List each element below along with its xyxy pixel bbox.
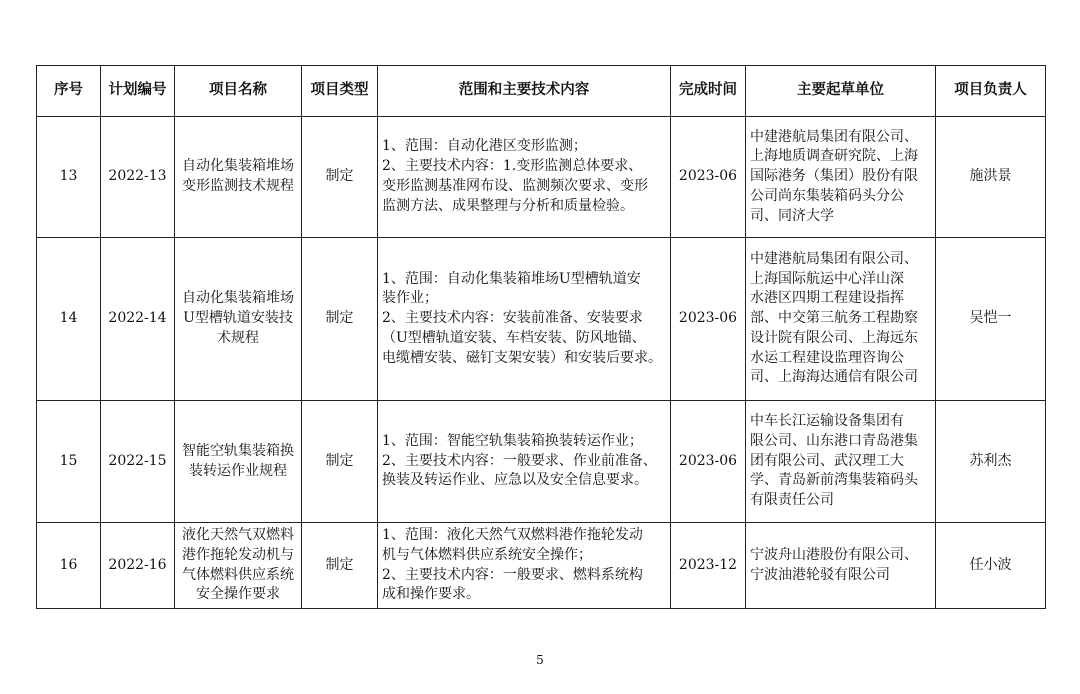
unit-line: 学、青岛新前湾集装箱码头 [750,472,918,489]
scope-line: 2、主要技术内容：安装前准备、安装要求 [382,310,643,327]
header-completion-date: 完成时间 [671,66,746,117]
row-drafting-units [746,523,936,609]
row-no: 13 [37,117,101,238]
row-completion-date: 2023-06 [671,238,746,401]
unit-line: 上海国际航运中心洋山深 [750,270,904,287]
row-project-lead: 施洪景 [936,117,1046,238]
row-drafting-units [746,117,936,238]
row-project-type: 制定 [302,523,378,609]
name-line: U型槽轨道安装技 [183,310,293,327]
unit-line: 部、中交第三航务工程勘察 [750,310,918,327]
unit-line: 中车长江运输设备集团有 [750,413,904,429]
unit-line: 中建港航局集团有限公司、 [750,250,918,267]
name-line: 安全操作要求 [196,586,280,603]
row-project-name [175,238,302,401]
table-row [37,117,1046,238]
scope-line: 装作业； [382,290,438,307]
unit-line: 中建港航局集团有限公司、 [750,128,918,145]
name-line: 术规程 [217,329,259,346]
row-no: 15 [37,401,101,523]
name-line: 自动化集装箱堆场 [182,290,294,307]
unit-line: 有限责任公司 [750,492,834,509]
row-project-name [175,523,302,609]
unit-line: 国际港务（集团）股份有限 [750,168,918,185]
scope-line: 监测方法、成果整理与分析和质量检验。 [382,197,634,214]
scope-line: 1、范围：自动化集装箱堆场U型槽轨道安 [382,270,641,287]
name-line: 气体燃料供应系统 [182,566,294,583]
row-completion-date: 2023-06 [671,401,746,523]
scope-line: 机与气体燃料供应系统安全操作； [382,546,592,563]
row-drafting-units [746,401,936,523]
row-completion-date: 2023-12 [671,523,746,609]
row-plan-id: 2022-15 [101,401,175,523]
scope-line: 1、范围：智能空轨集装箱换装转运作业； [382,432,643,449]
row-project-lead: 吴恺一 [936,238,1046,401]
scope-line: 换装及转运作业、应急以及安全信息要求。 [382,472,648,489]
row-scope [378,401,671,523]
table-row [37,401,1046,523]
row-project-name [175,401,302,523]
scope-line: 2、主要技术内容：一般要求、作业前准备、 [382,452,657,469]
scope-line: 1、范围：自动化港区变形监测； [382,138,587,155]
name-line: 变形监测技术规程 [182,178,294,194]
header-project-type: 项目类型 [302,66,378,117]
unit-line: 水运工程建设监理咨询公 [750,349,904,366]
row-scope [378,238,671,401]
header-plan-id: 计划编号 [101,66,175,117]
row-project-lead: 苏利杰 [936,401,1046,523]
unit-line: 设计院有限公司、上海远东 [750,329,918,346]
header-drafting-units: 主要起草单位 [746,66,936,117]
unit-line: 团有限公司、武汉理工大 [750,452,904,469]
row-project-type: 制定 [302,238,378,401]
row-project-name [175,117,302,238]
row-completion-date: 2023-06 [671,117,746,238]
row-no: 16 [37,523,101,609]
scope-line: 2、主要技术内容：1.变形监测总体要求、 [382,158,643,175]
unit-line: 限公司、山东港口青岛港集 [750,432,918,449]
row-plan-id: 2022-14 [101,238,175,401]
row-no: 14 [37,238,101,401]
scope-line: 变形监测基准网布设、监测频次要求、变形 [382,178,648,194]
scope-line: 1、范围：液化天然气双燃料港作拖轮发动 [382,526,643,543]
unit-line: 上海地质调查研究院、上海 [750,148,918,165]
row-plan-id: 2022-13 [101,117,175,238]
scope-line: 电缆槽安装、磁钉支架安装）和安装后要求。 [382,349,662,366]
row-scope [378,523,671,609]
name-line: 自动化集装箱堆场 [182,158,294,175]
unit-line: 宁波舟山港股份有限公司、 [750,546,918,563]
name-line: 港作拖轮发动机与 [182,546,294,563]
unit-line: 宁波油港轮驳有限公司 [750,566,890,583]
header-project-lead: 项目负责人 [936,66,1046,117]
scope-line: 2、主要技术内容：一般要求、燃料系统构 [382,566,643,583]
row-project-type: 制定 [302,117,378,238]
unit-line: 司、上海海达通信有限公司 [750,369,918,386]
row-project-lead: 任小波 [936,523,1046,609]
page-number: 5 [536,653,544,667]
scope-line: （U型槽轨道安装、车档安装、防风地锚、 [382,329,646,346]
row-scope [378,117,671,238]
unit-line: 水港区四期工程建设指挥 [750,290,904,307]
name-line: 智能空轨集装箱换 [182,442,294,459]
unit-line: 公司尚东集装箱码头分公 [750,187,904,204]
unit-line: 司、同济大学 [750,207,834,224]
header-project-name: 项目名称 [175,66,302,117]
project-plan-table [36,65,1046,609]
header-scope: 范围和主要技术内容 [378,66,671,117]
row-drafting-units [746,238,936,401]
name-line: 液化天然气双燃料 [182,526,294,543]
scope-line: 成和操作要求。 [382,586,480,603]
header-no: 序号 [37,66,101,117]
table-row [37,523,1046,609]
name-line: 装转运作业规程 [189,462,287,479]
row-plan-id: 2022-16 [101,523,175,609]
table-row [37,238,1046,401]
row-project-type: 制定 [302,401,378,523]
table-header-row [37,66,1046,117]
